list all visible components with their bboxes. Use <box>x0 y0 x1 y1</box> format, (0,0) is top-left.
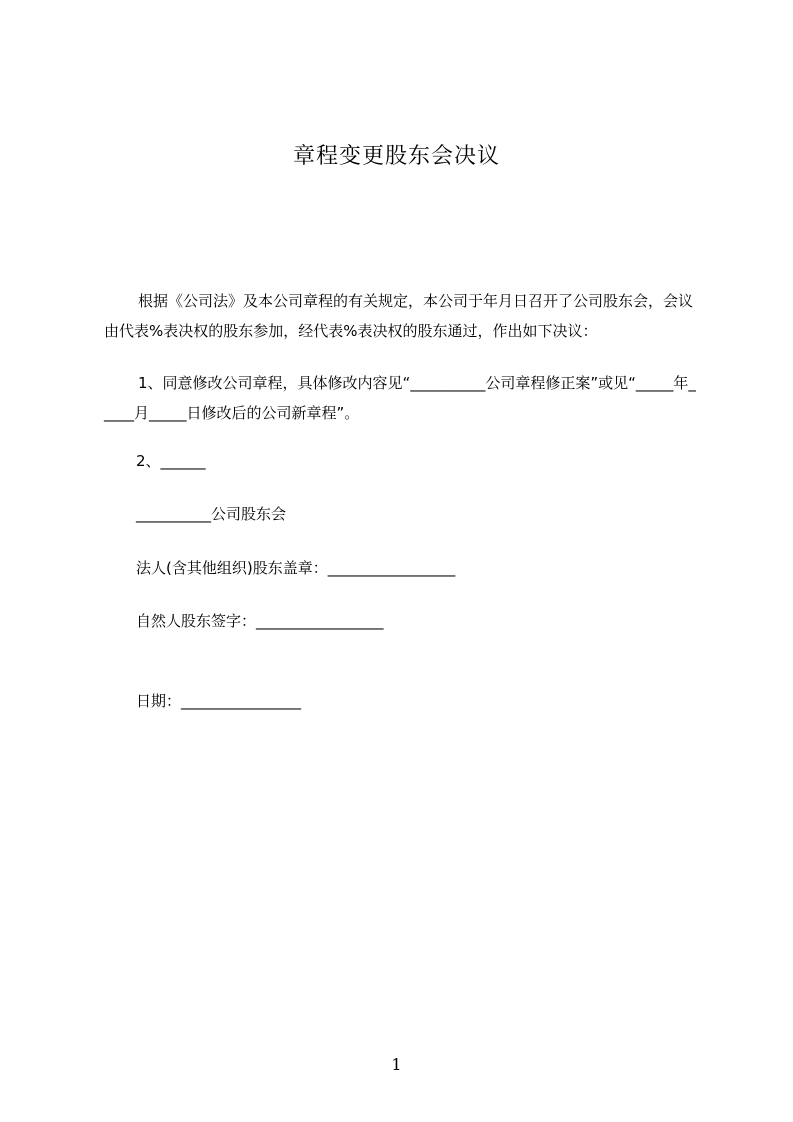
page-number: 1 <box>391 1055 402 1074</box>
natural-shareholder-signature-blank: _________________ <box>256 612 384 630</box>
corporate-shareholder-seal-label: 法人(含其他组织)股东盖章： <box>136 559 328 577</box>
intro-paragraph: 根据《公司法》及本公司章程的有关规定，本公司于年月日召开了公司股东会，会议由代表%表决权的股东参加，经代表%表决权的股东通过，作出如下决议： <box>104 292 694 340</box>
resolution-2-number: 2、 <box>136 452 161 470</box>
date-line <box>136 690 301 712</box>
corporate-shareholder-seal-blank: _________________ <box>327 559 456 577</box>
company-shareholders-meeting-label: 公司股东会 <box>211 505 287 523</box>
company-shareholders-meeting-line <box>136 503 286 525</box>
natural-shareholder-signature-label: 自然人股东签字： <box>136 612 257 630</box>
corporate-shareholder-seal-line <box>136 557 455 579</box>
resolution-2-blank: ______ <box>160 452 206 470</box>
company-name-blank: __________ <box>136 505 211 523</box>
natural-shareholder-signature-line <box>136 610 384 632</box>
resolution-item-2 <box>136 450 206 472</box>
date-blank: ________________ <box>181 692 302 710</box>
document-title: 章程变更股东会决议 <box>292 144 500 169</box>
date-label: 日期： <box>136 692 182 710</box>
resolution-item-1: 1、同意修改公司章程，具体修改内容见“__________公司章程修正案”或见“_____年_____月_____日修改后的公司新章程”。 <box>104 374 696 422</box>
